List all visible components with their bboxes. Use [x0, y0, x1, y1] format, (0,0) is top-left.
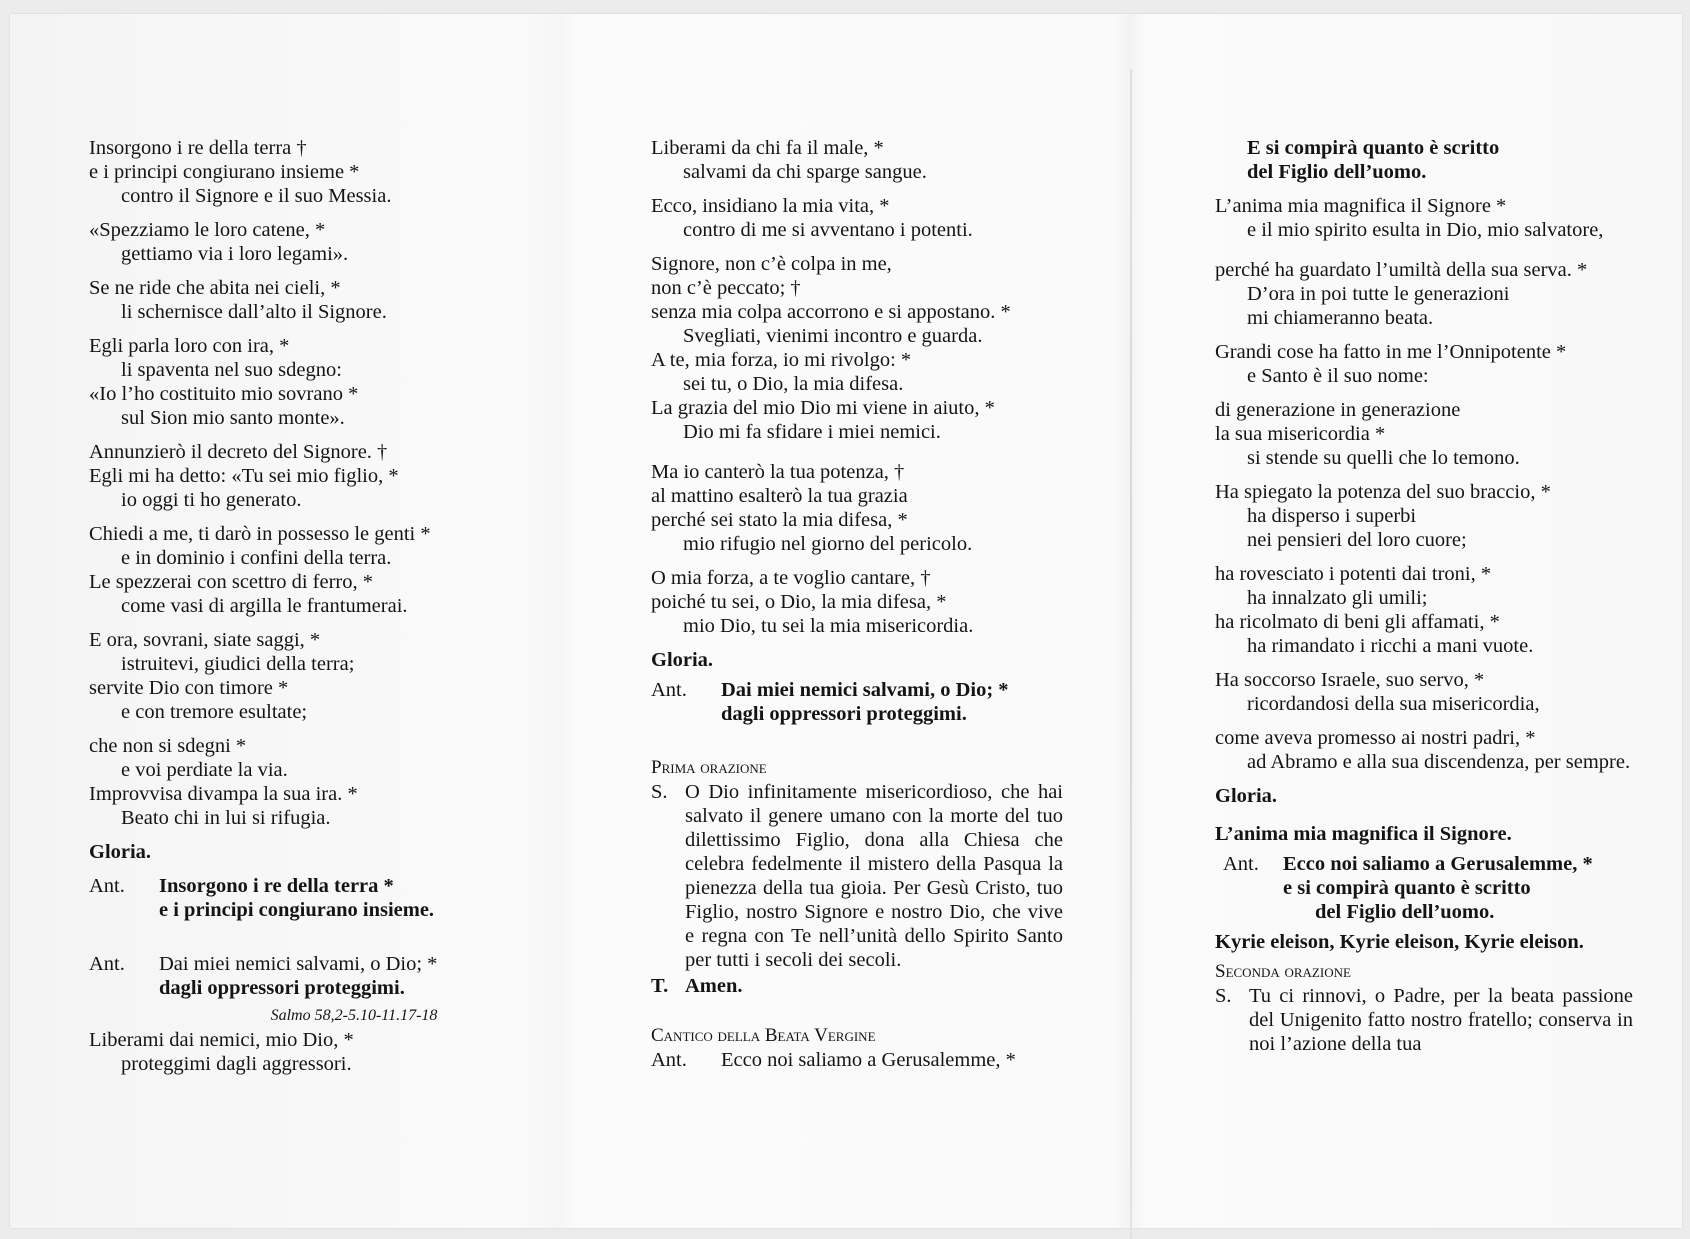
amen-text: Amen.	[685, 975, 743, 997]
verse-line: di generazione in generazione	[1215, 399, 1461, 421]
page-fold	[1130, 69, 1132, 1239]
gloria: Gloria.	[1215, 785, 1278, 807]
verse-line: Svegliati, vienimi incontro e guarda.	[683, 325, 983, 347]
verse-line: proteggimi dagli aggressori.	[121, 1053, 352, 1075]
verse-line: Liberami dai nemici, mio Dio, *	[89, 1029, 354, 1051]
verse-line: Ha soccorso Israele, suo servo, *	[1215, 669, 1485, 691]
verse-line: Beato chi in lui si rifugia.	[121, 807, 331, 829]
verse-line: del Figlio dell’uomo.	[1247, 161, 1427, 183]
prayer-text: O Dio infinitamente misericordioso, che hai salvato il genere umano con la morte del tuo dilettissimo Figlio, dona alla Chiesa che celebra fedelmente il mistero della Pasqua la pienezza della tua gioia. Per Gesù Cristo, tuo Figlio, nostro Signore e nostro Dio, che vive e regna con Te nell’unità dello Spirito Santo per tutti i secoli dei secoli.	[685, 781, 1063, 971]
antiphon-line: Insorgono i re della terra *	[159, 875, 394, 897]
verse-line: perché ha guardato l’umiltà della sua serva. *	[1215, 259, 1588, 281]
verse-line: Se ne ride che abita nei cieli, *	[89, 277, 341, 299]
antiphon	[1215, 852, 1633, 924]
verse-line: mio rifugio nel giorno del pericolo.	[683, 533, 973, 555]
antiphon-label: Ant.	[651, 1049, 687, 1071]
antiphon-line: del Figlio dell’uomo.	[1315, 901, 1495, 923]
antiphon-line: Ecco noi saliamo a Gerusalemme, *	[1283, 853, 1593, 875]
antiphon-line: e si compirà quanto è scritto	[1283, 877, 1531, 899]
psalm-reference: Salmo 58,2-5.10-11.17-18	[270, 1007, 438, 1024]
verse-line: li schernisce dall’alto il Signore.	[121, 301, 387, 323]
verse-line: ha innalzato gli umili;	[1247, 587, 1428, 609]
verse-line: salvami da chi sparge sangue.	[683, 161, 927, 183]
canticle-antiphon	[651, 1048, 1063, 1072]
verse-line: al mattino esalterò la tua grazia	[651, 485, 908, 507]
verse-line: Le spezzerai con scettro di ferro, *	[89, 571, 374, 593]
verse-line: ha rimandato i ricchi a mani vuote.	[1247, 635, 1534, 657]
verse-line: perché sei stato la mia difesa, *	[651, 509, 908, 531]
verse-line: senza mia colpa accorrono e si appostano. *	[651, 301, 1011, 323]
amen-label: T.	[651, 975, 669, 997]
verse-line: io oggi ti ho generato.	[121, 489, 302, 511]
verse-line: Ecco, insidiano la mia vita, *	[651, 195, 890, 217]
verse-line: Improvvisa divampa la sua ira. *	[89, 783, 358, 805]
antiphon-label: Ant.	[89, 875, 125, 897]
verse-line: E si compirà quanto è scritto	[1247, 137, 1500, 159]
verse-line: Chiedi a me, ti darò in possesso le genti *	[89, 523, 431, 545]
column-middle	[651, 136, 1063, 1072]
verse-line: Annunzierò il decreto del Signore. †	[89, 441, 388, 463]
canticle-heading: Cantico della Beata Vergine	[651, 1025, 876, 1046]
verse-line: nei pensieri del loro cuore;	[1247, 529, 1467, 551]
verse-line: mio Dio, tu sei la mia misericordia.	[683, 615, 974, 637]
amen	[651, 974, 1063, 998]
verse-line: Egli mi ha detto: «Tu sei mio figlio, *	[89, 465, 399, 487]
verse-line: sul Sion mio santo monte».	[121, 407, 345, 429]
verse-line: «Io l’ho costituito mio sovrano *	[89, 383, 359, 405]
verse-line: e il mio spirito esulta in Dio, mio salvatore,	[1247, 219, 1604, 241]
verse-line: e voi perdiate la via.	[121, 759, 288, 781]
verse-line: ad Abramo e alla sua discendenza, per sempre.	[1247, 751, 1631, 773]
verse-line: Ma io canterò la tua potenza, †	[651, 461, 905, 483]
verse-line: e i principi congiurano insieme *	[89, 161, 360, 183]
verse-line: ricordandosi della sua misericordia,	[1247, 693, 1540, 715]
verse-line: e Santo è il suo nome:	[1247, 365, 1429, 387]
verse-line: ha rovesciato i potenti dai troni, *	[1215, 563, 1492, 585]
prayer	[651, 780, 1063, 972]
verse-line: ha disperso i superbi	[1247, 505, 1417, 527]
verse-line: L’anima mia magnifica il Signore.	[1215, 823, 1512, 845]
verse-line: poiché tu sei, o Dio, la mia difesa, *	[651, 591, 947, 613]
verse-line: istruitevi, giudici della terra;	[121, 653, 355, 675]
verse-line: Dio mi fa sfidare i miei nemici.	[683, 421, 941, 443]
booklet-sheet	[10, 14, 1682, 1228]
verse-line: O mia forza, a te voglio cantare, †	[651, 567, 931, 589]
verse-line: E ora, sovrani, siate saggi, *	[89, 629, 321, 651]
prayer-heading: Prima orazione	[651, 757, 767, 778]
verse-line: Liberami da chi fa il male, *	[651, 137, 884, 159]
verse-line: ha ricolmato di beni gli affamati, *	[1215, 611, 1500, 633]
verse-line: «Spezziamo le loro catene, *	[89, 219, 326, 241]
verse-line: Ha spiegato la potenza del suo braccio, *	[1215, 481, 1551, 503]
verse-line: contro di me si avventano i potenti.	[683, 219, 973, 241]
verse-line: Grandi cose ha fatto in me l’Onnipotente *	[1215, 341, 1567, 363]
verse-line: sei tu, o Dio, la mia difesa.	[683, 373, 904, 395]
antiphon-line: e i principi congiurano insieme.	[159, 899, 435, 921]
verse-line: servite Dio con timore *	[89, 677, 289, 699]
antiphon	[89, 952, 437, 1000]
kyrie: Kyrie eleison, Kyrie eleison, Kyrie eleison.	[1215, 931, 1584, 953]
verse-line: si stende su quelli che lo temono.	[1247, 447, 1520, 469]
prayer-label: S.	[1215, 985, 1232, 1007]
verse-line: la sua misericordia *	[1215, 423, 1386, 445]
antiphon	[651, 678, 1063, 726]
prayer-text: Tu ci rinnovi, o Padre, per la beata passione del Unigenito fatto nostro fratello; conserva in noi l’azione della tua	[1249, 985, 1633, 1055]
antiphon-label: Ant.	[651, 679, 687, 701]
antiphon-line: dagli oppressori proteggimi.	[721, 703, 967, 725]
verse-line: gettiamo via i loro legami».	[121, 243, 349, 265]
verse-line: come aveva promesso ai nostri padri, *	[1215, 727, 1536, 749]
antiphon-line: Dai miei nemici salvami, o Dio; *	[721, 679, 1009, 701]
prayer-heading: Seconda orazione	[1215, 961, 1351, 982]
antiphon-label: Ant.	[89, 953, 125, 975]
gloria: Gloria.	[89, 841, 152, 863]
prayer-label: S.	[651, 781, 668, 803]
antiphon-line: dagli oppressori proteggimi.	[159, 977, 405, 999]
verse-line: Signore, non c’è colpa in me,	[651, 253, 892, 275]
verse-line: D’ora in poi tutte le generazioni	[1247, 283, 1510, 305]
verse-line: non c’è peccato; †	[651, 277, 801, 299]
prayer	[1215, 984, 1633, 1056]
verse-line: e in dominio i confini della terra.	[121, 547, 392, 569]
verse-line: mi chiameranno beata.	[1247, 307, 1434, 329]
antiphon	[89, 874, 437, 922]
verse-line: La grazia del mio Dio mi viene in aiuto, *	[651, 397, 995, 419]
verse-line: contro il Signore e il suo Messia.	[121, 185, 392, 207]
verse-line: Insorgono i re della terra †	[89, 137, 307, 159]
verse-line: A te, mia forza, io mi rivolgo: *	[651, 349, 912, 371]
verse-line: Egli parla loro con ira, *	[89, 335, 290, 357]
verse-line: che non si sdegni *	[89, 735, 247, 757]
column-right	[1215, 136, 1633, 1056]
verse-line: come vasi di argilla le frantumerai.	[121, 595, 408, 617]
verse-line: e con tremore esultate;	[121, 701, 308, 723]
antiphon-line: Dai miei nemici salvami, o Dio; *	[159, 953, 438, 975]
antiphon-line: Ecco noi saliamo a Gerusalemme, *	[721, 1049, 1016, 1071]
gloria: Gloria.	[651, 649, 714, 671]
column-left	[89, 136, 437, 1076]
verse-line: L’anima mia magnifica il Signore *	[1215, 195, 1507, 217]
antiphon-label: Ant.	[1223, 853, 1259, 875]
verse-line: li spaventa nel suo sdegno:	[121, 359, 342, 381]
